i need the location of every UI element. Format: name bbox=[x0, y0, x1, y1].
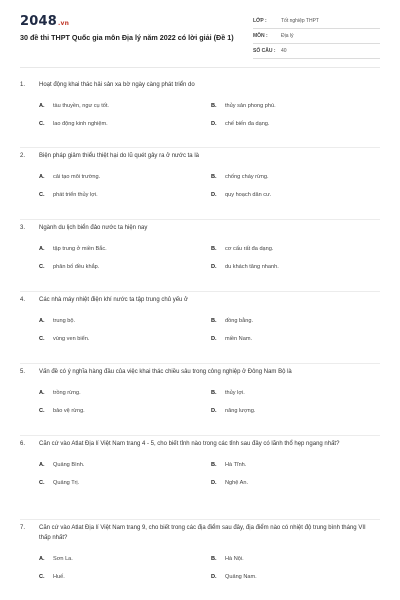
question-item bbox=[20, 292, 380, 364]
option-b[interactable] bbox=[211, 97, 383, 115]
document-meta bbox=[253, 14, 380, 59]
option-text: Huế. bbox=[53, 574, 65, 580]
question-number: 2. bbox=[20, 153, 26, 159]
question-number: 4. bbox=[20, 297, 26, 303]
option-text: trồng rừng. bbox=[53, 390, 81, 396]
question-number: 3. bbox=[20, 225, 26, 231]
question-item bbox=[20, 77, 380, 148]
option-text: quy hoạch dân cư. bbox=[225, 192, 272, 198]
meta-row-subject bbox=[253, 29, 380, 44]
option-d[interactable] bbox=[211, 330, 383, 348]
option-a[interactable] bbox=[39, 384, 211, 402]
option-letter: D. bbox=[211, 192, 217, 198]
question-body: Ngành du lịch biển đảo nước ta hiện nay bbox=[39, 225, 148, 231]
option-text: Hà Nội. bbox=[225, 556, 244, 562]
option-letter: D. bbox=[211, 121, 217, 127]
option-text: Hà Tĩnh. bbox=[225, 462, 247, 468]
option-b[interactable] bbox=[211, 312, 383, 330]
option-letter: B. bbox=[211, 103, 217, 109]
option-text: tập trung ở miền Bắc. bbox=[53, 246, 107, 252]
question-body: Biện pháp giảm thiểu thiệt hại do lũ quét gây ra ở nước ta là bbox=[39, 153, 199, 159]
option-text: du khách tăng nhanh. bbox=[225, 264, 279, 270]
question-text bbox=[20, 148, 380, 161]
answer-options bbox=[39, 240, 380, 276]
option-letter: D. bbox=[211, 264, 217, 270]
logo-main: 2048 bbox=[20, 14, 57, 29]
option-text: vùng ven biển. bbox=[53, 336, 90, 342]
option-b[interactable] bbox=[211, 456, 383, 474]
option-letter: B. bbox=[211, 174, 217, 180]
option-text: chế biến đa dạng. bbox=[225, 121, 270, 127]
option-text: bảo vệ rừng. bbox=[53, 408, 85, 414]
site-logo[interactable] bbox=[20, 14, 69, 29]
answer-options bbox=[39, 97, 380, 133]
answer-options bbox=[39, 312, 380, 348]
option-text: thủy sản phong phú. bbox=[225, 103, 276, 109]
question-list bbox=[20, 77, 380, 598]
meta-value: 40 bbox=[281, 48, 287, 54]
question-item bbox=[20, 220, 380, 292]
option-b[interactable] bbox=[211, 550, 383, 568]
option-letter: B. bbox=[211, 246, 217, 252]
question-text bbox=[20, 220, 380, 233]
question-body: Vấn đề có ý nghĩa hàng đầu của việc khai thác chiều sâu trong công nghiệp ở Đông Nam Bộ là bbox=[39, 369, 292, 375]
option-b[interactable] bbox=[211, 384, 383, 402]
option-a[interactable] bbox=[39, 456, 211, 474]
answer-options bbox=[39, 550, 380, 586]
meta-value: Tốt nghiệp THPT bbox=[281, 18, 319, 24]
document-header bbox=[0, 0, 400, 62]
question-item bbox=[20, 364, 380, 436]
option-letter: C. bbox=[39, 264, 45, 270]
option-letter: C. bbox=[39, 408, 45, 414]
meta-label: LỚP : bbox=[253, 18, 267, 24]
meta-row-count bbox=[253, 44, 380, 59]
option-letter: A. bbox=[39, 174, 45, 180]
option-a[interactable] bbox=[39, 240, 211, 258]
document-title: 30 đề thi THPT Quốc gia môn Địa lý năm 2022 có lời giải (Đề 1) bbox=[20, 33, 234, 42]
option-a[interactable] bbox=[39, 550, 211, 568]
question-text bbox=[20, 520, 380, 543]
option-letter: A. bbox=[39, 462, 45, 468]
option-letter: D. bbox=[211, 574, 217, 580]
option-letter: C. bbox=[39, 192, 45, 198]
option-b[interactable] bbox=[211, 168, 383, 186]
question-text bbox=[20, 436, 380, 449]
option-text: thủy lợi. bbox=[225, 390, 245, 396]
question-text bbox=[20, 364, 380, 377]
option-text: Quảng Trị. bbox=[53, 480, 80, 486]
option-d[interactable] bbox=[211, 186, 383, 204]
option-letter: D. bbox=[211, 336, 217, 342]
option-letter: B. bbox=[211, 318, 217, 324]
option-letter: C. bbox=[39, 336, 45, 342]
option-a[interactable] bbox=[39, 97, 211, 115]
option-letter: B. bbox=[211, 462, 217, 468]
logo-suffix: .vn bbox=[57, 20, 70, 27]
option-b[interactable] bbox=[211, 240, 383, 258]
question-item bbox=[20, 148, 380, 220]
option-letter: D. bbox=[211, 408, 217, 414]
answer-options bbox=[39, 168, 380, 204]
question-body: Căn cứ vào Atlat Địa lí Việt Nam trang 4 - 5, cho biết tỉnh nào trong các tỉnh sau đây có lãnh thổ hẹp ngang nhất? bbox=[39, 441, 340, 447]
question-item bbox=[20, 520, 380, 598]
option-a[interactable] bbox=[39, 168, 211, 186]
meta-row-class bbox=[253, 14, 380, 29]
option-text: tàu thuyền, ngư cụ tốt. bbox=[53, 103, 109, 109]
option-letter: A. bbox=[39, 390, 45, 396]
option-a[interactable] bbox=[39, 312, 211, 330]
question-number: 6. bbox=[20, 441, 26, 447]
option-text: miền Nam. bbox=[225, 336, 253, 342]
option-d[interactable] bbox=[211, 258, 383, 276]
option-letter: B. bbox=[211, 556, 217, 562]
option-d[interactable] bbox=[211, 474, 383, 492]
meta-label: SỐ CÂU : bbox=[253, 48, 276, 54]
question-text bbox=[20, 292, 380, 305]
question-body: Các nhà máy nhiệt điện khí nước ta tập trung chủ yếu ở bbox=[39, 297, 188, 303]
question-number: 1. bbox=[20, 82, 26, 88]
header-divider bbox=[20, 67, 380, 68]
option-text: lao động kinh nghiệm. bbox=[53, 121, 108, 127]
option-letter: C. bbox=[39, 480, 45, 486]
question-item bbox=[20, 436, 380, 520]
option-d[interactable] bbox=[211, 402, 383, 420]
option-text: Quảng Bình. bbox=[53, 462, 85, 468]
question-body: Hoạt động khai thác hải sản xa bờ ngày càng phát triển do bbox=[39, 82, 195, 88]
option-text: Sơn La. bbox=[53, 556, 73, 562]
option-c[interactable] bbox=[39, 330, 211, 348]
option-letter: C. bbox=[39, 121, 45, 127]
option-text: Quảng Nam. bbox=[225, 574, 257, 580]
option-text: cải tạo môi trường. bbox=[53, 174, 101, 180]
option-text: cơ cấu rất đa dạng. bbox=[225, 246, 274, 252]
option-c[interactable] bbox=[39, 474, 211, 492]
option-d[interactable] bbox=[211, 115, 383, 133]
option-c[interactable] bbox=[39, 258, 211, 276]
question-body: Căn cứ vào Atlat Địa lí Việt Nam trang 9, cho biết trong các địa điểm sau đây, địa điểm nào có nhiệt độ trung bình tháng VII thấp nhất? bbox=[39, 525, 366, 541]
answer-options bbox=[39, 384, 380, 420]
option-letter: A. bbox=[39, 246, 45, 252]
option-letter: A. bbox=[39, 103, 45, 109]
answer-options bbox=[39, 456, 380, 492]
option-text: đồng bằng. bbox=[225, 318, 253, 324]
option-text: phân bố đều khắp. bbox=[53, 264, 100, 270]
option-text: năng lượng. bbox=[225, 408, 256, 414]
option-c[interactable] bbox=[39, 568, 211, 586]
meta-label: MÔN : bbox=[253, 33, 268, 39]
meta-value: Địa lý bbox=[281, 33, 294, 39]
option-text: phát triển thủy lợi. bbox=[53, 192, 98, 198]
option-c[interactable] bbox=[39, 115, 211, 133]
option-text: trung bộ. bbox=[53, 318, 76, 324]
question-text bbox=[20, 77, 380, 90]
question-number: 5. bbox=[20, 369, 26, 375]
option-letter: A. bbox=[39, 318, 45, 324]
option-text: chống cháy rừng. bbox=[225, 174, 269, 180]
option-letter: C. bbox=[39, 574, 45, 580]
option-text: Nghệ An. bbox=[225, 480, 249, 486]
option-c[interactable] bbox=[39, 402, 211, 420]
option-letter: B. bbox=[211, 390, 217, 396]
option-d[interactable] bbox=[211, 568, 383, 586]
option-letter: A. bbox=[39, 556, 45, 562]
question-number: 7. bbox=[20, 525, 26, 531]
option-letter: D. bbox=[211, 480, 217, 486]
option-c[interactable] bbox=[39, 186, 211, 204]
